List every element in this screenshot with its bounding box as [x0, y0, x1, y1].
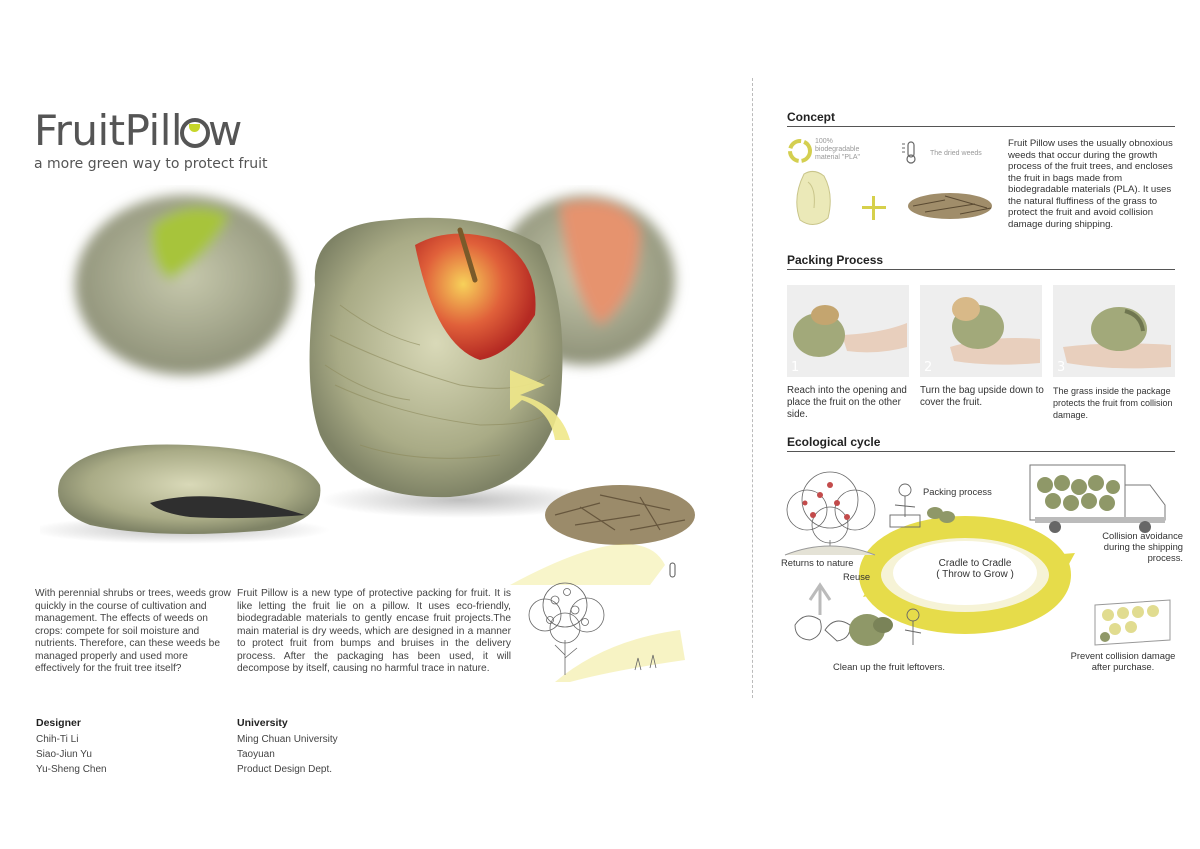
- intro-paragraph-product: Fruit Pillow is a new type of protective packing for fruit. It is like letting the fruit lie on a pillow. It uses eco-friendly, biodegradable materials to gently encase fruit projects.The main material is dry weeds, which are designed in a manner to protect fruit from bumps and bruises in the delivery process. After the packaging has been used, it will decompose by itself, causing no harmful trace in nature.: [237, 588, 511, 674]
- plus-icon: [862, 196, 886, 220]
- step-number: 3: [1057, 360, 1066, 375]
- university-line: Product Design Dept.: [237, 764, 333, 775]
- hands-with-pillow-image: [920, 285, 1042, 377]
- page-subtitle: a more green way to protect fruit: [34, 156, 268, 172]
- concept-heading: Concept: [787, 110, 835, 124]
- pla-bag-icon: [790, 168, 838, 230]
- designer-credits: [36, 717, 107, 777]
- designer-name: Siao-Jiun Yu: [36, 749, 92, 760]
- thermometer-icon: [900, 140, 922, 164]
- concept-description: Fruit Pillow uses the usually obnoxious weeds that occur during the growth process of the fruit trees, and encloses the fruit in bags made from biodegradable materials (PLA). It uses the natural fluffiness of the grass to protect the fruit and avoid collision damage during shipping.: [1008, 138, 1173, 230]
- packing-step-photo: [787, 285, 909, 377]
- eco-center-label: Cradle to Cradle ( Throw to Grow ): [936, 558, 1014, 580]
- eco-label-returns: Returns to nature: [781, 557, 854, 568]
- university-heading: University: [237, 717, 288, 729]
- university-credits: [237, 717, 338, 777]
- eco-label-prevent: Prevent collision damage after purchase.: [1070, 650, 1176, 672]
- designer-name: Yu-Sheng Chen: [36, 764, 107, 775]
- leaf-o-logo-icon: [180, 118, 210, 148]
- packing-step-photo: [920, 285, 1042, 377]
- step-number: 2: [924, 360, 933, 375]
- step-number: 1: [791, 360, 800, 375]
- ecological-cycle-heading: Ecological cycle: [787, 435, 881, 449]
- fruit-tree-sketch: [515, 570, 690, 685]
- pla-label: 100% biodegradable material "PLA": [815, 138, 861, 161]
- university-line: Taoyuan: [237, 749, 275, 760]
- designer-heading: Designer: [36, 717, 81, 729]
- eco-label-shipping: Collision avoidance during the shipping process.: [1102, 530, 1183, 563]
- designer-name: Chih-Ti Li: [36, 734, 79, 745]
- page-title: FruitPill w: [34, 106, 242, 155]
- packing-step-caption: The grass inside the package protects the fruit from collision damage.: [1053, 386, 1173, 420]
- packing-step-caption: Turn the bag upside down to cover the fruit.: [920, 385, 1044, 408]
- concept-rule: [787, 126, 1175, 127]
- university-line: Ming Chuan University: [237, 734, 338, 745]
- packing-step-photo: [1053, 285, 1175, 377]
- eco-label-cleanup: Clean up the fruit leftovers.: [833, 661, 946, 672]
- packing-step-caption: Reach into the opening and place the fruit on the other side.: [787, 385, 907, 420]
- packing-rule: [787, 269, 1175, 270]
- hands-with-pillow-image: [787, 285, 909, 377]
- column-divider: [752, 78, 753, 698]
- hands-with-pillow-image: [1053, 285, 1175, 377]
- eco-rule: [787, 451, 1175, 452]
- packing-process-heading: Packing Process: [787, 253, 884, 267]
- recycle-icon: [787, 138, 813, 164]
- dried-weeds-image: [905, 182, 995, 222]
- intro-paragraph-weeds: With perennial shrubs or trees, weeds grow quickly in the course of cultivation and management. The effects of weeds on crops: compete for soil moisture and nutrients. Therefore, can these weeds be managed properly and used more effectively for the fruit tree itself?: [35, 588, 231, 674]
- eco-label-packing: Packing process: [923, 486, 992, 497]
- dried-weeds-label: The dried weeds: [930, 150, 982, 157]
- eco-label-reuse: Reuse: [843, 571, 871, 582]
- hero-fruit-pillows-illustration: [40, 185, 730, 585]
